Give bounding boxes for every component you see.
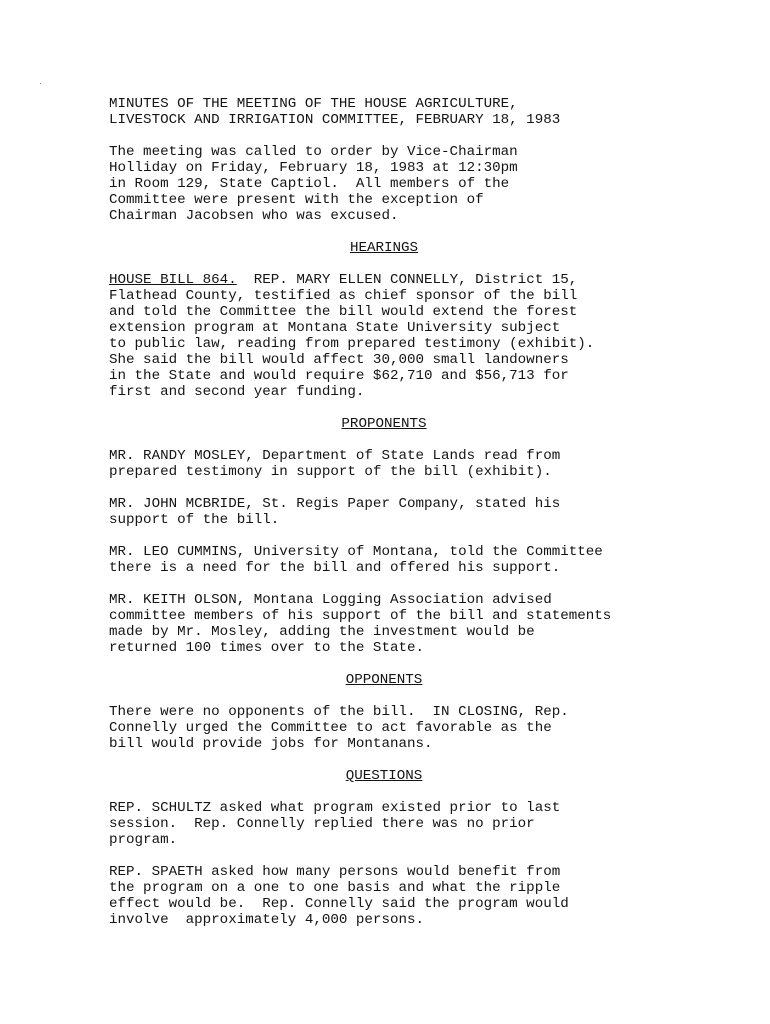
text-line: returned 100 times over to the State. [109, 640, 425, 656]
title-line: MINUTES OF THE MEETING OF THE HOUSE AGRICULTURE, [109, 96, 518, 112]
text-line: There were no opponents of the bill. IN CLOSING, Rep. [109, 704, 569, 720]
text-line: MR. KEITH OLSON, Montana Logging Association advised [109, 592, 552, 608]
text-line: made by Mr. Mosley, adding the investment would be [109, 624, 535, 640]
title-line: LIVESTOCK AND IRRIGATION COMMITTEE, FEBRUARY 18, 1983 [109, 112, 561, 128]
text-line: REP. SCHULTZ asked what program existed prior to last [109, 800, 561, 816]
scan-speck [40, 83, 41, 84]
text-line: She said the bill would affect 30,000 small landowners [109, 352, 569, 368]
text-line [109, 272, 649, 288]
text-line: Chairman Jacobsen who was excused. [109, 208, 399, 224]
heading-opponents: OPPONENTS [345, 672, 423, 688]
opening-paragraph [109, 144, 649, 224]
text-line: involve approximately 4,000 persons. [109, 912, 425, 928]
text-line: session. Rep. Connelly replied there was no prior [109, 816, 535, 832]
text-line: Connelly urged the Committee to act favorable as the [109, 720, 552, 736]
question-paragraph [109, 800, 649, 848]
text-line: there is a need for the bill and offered his support. [109, 560, 561, 576]
minutes-document [109, 96, 649, 944]
text-span: REP. MARY ELLEN CONNELLY, District 15, [236, 272, 578, 288]
heading-questions: QUESTIONS [345, 768, 423, 784]
text-line: bill would provide jobs for Montanans. [109, 736, 433, 752]
text-line: first and second year funding. [109, 384, 365, 400]
hearing-paragraph [109, 272, 649, 400]
text-line: in Room 129, State Captiol. All members of the [109, 176, 510, 192]
heading-proponents: PROPONENTS [341, 416, 427, 432]
text-line: effect would be. Rep. Connelly said the program would [109, 896, 569, 912]
text-line: the program on a one to one basis and what the ripple [109, 880, 561, 896]
text-line: to public law, reading from prepared testimony (exhibit). [109, 336, 595, 352]
text-line: REP. SPAETH asked how many persons would benefit from [109, 864, 561, 880]
opponents-paragraph [109, 704, 649, 752]
text-line: Holliday on Friday, February 18, 1983 at 12:30pm [109, 160, 518, 176]
text-line: Committee were present with the exception of [109, 192, 484, 208]
proponent-paragraph [109, 496, 649, 528]
text-line: in the State and would require $62,710 and $56,713 for [109, 368, 569, 384]
text-line: committee members of his support of the bill and statements [109, 608, 612, 624]
text-line: The meeting was called to order by Vice-Chairman [109, 144, 518, 160]
text-line: MR. RANDY MOSLEY, Department of State Lands read from [109, 448, 561, 464]
bill-label: HOUSE BILL 864. [109, 272, 237, 288]
text-line: and told the Committee the bill would extend the forest [109, 304, 578, 320]
proponent-paragraph [109, 544, 649, 576]
text-line: support of the bill. [109, 512, 280, 528]
heading-hearings: HEARINGS [349, 240, 419, 256]
text-line: extension program at Montana State University subject [109, 320, 561, 336]
text-line: program. [109, 832, 178, 848]
document-title [109, 96, 649, 128]
text-line: MR. LEO CUMMINS, University of Montana, told the Committee [109, 544, 603, 560]
text-line: prepared testimony in support of the bill (exhibit). [109, 464, 552, 480]
text-line: MR. JOHN MCBRIDE, St. Regis Paper Company, stated his [109, 496, 561, 512]
text-line: Flathead County, testified as chief sponsor of the bill [109, 288, 578, 304]
proponent-paragraph [109, 448, 649, 480]
proponent-paragraph [109, 592, 649, 656]
question-paragraph [109, 864, 649, 928]
